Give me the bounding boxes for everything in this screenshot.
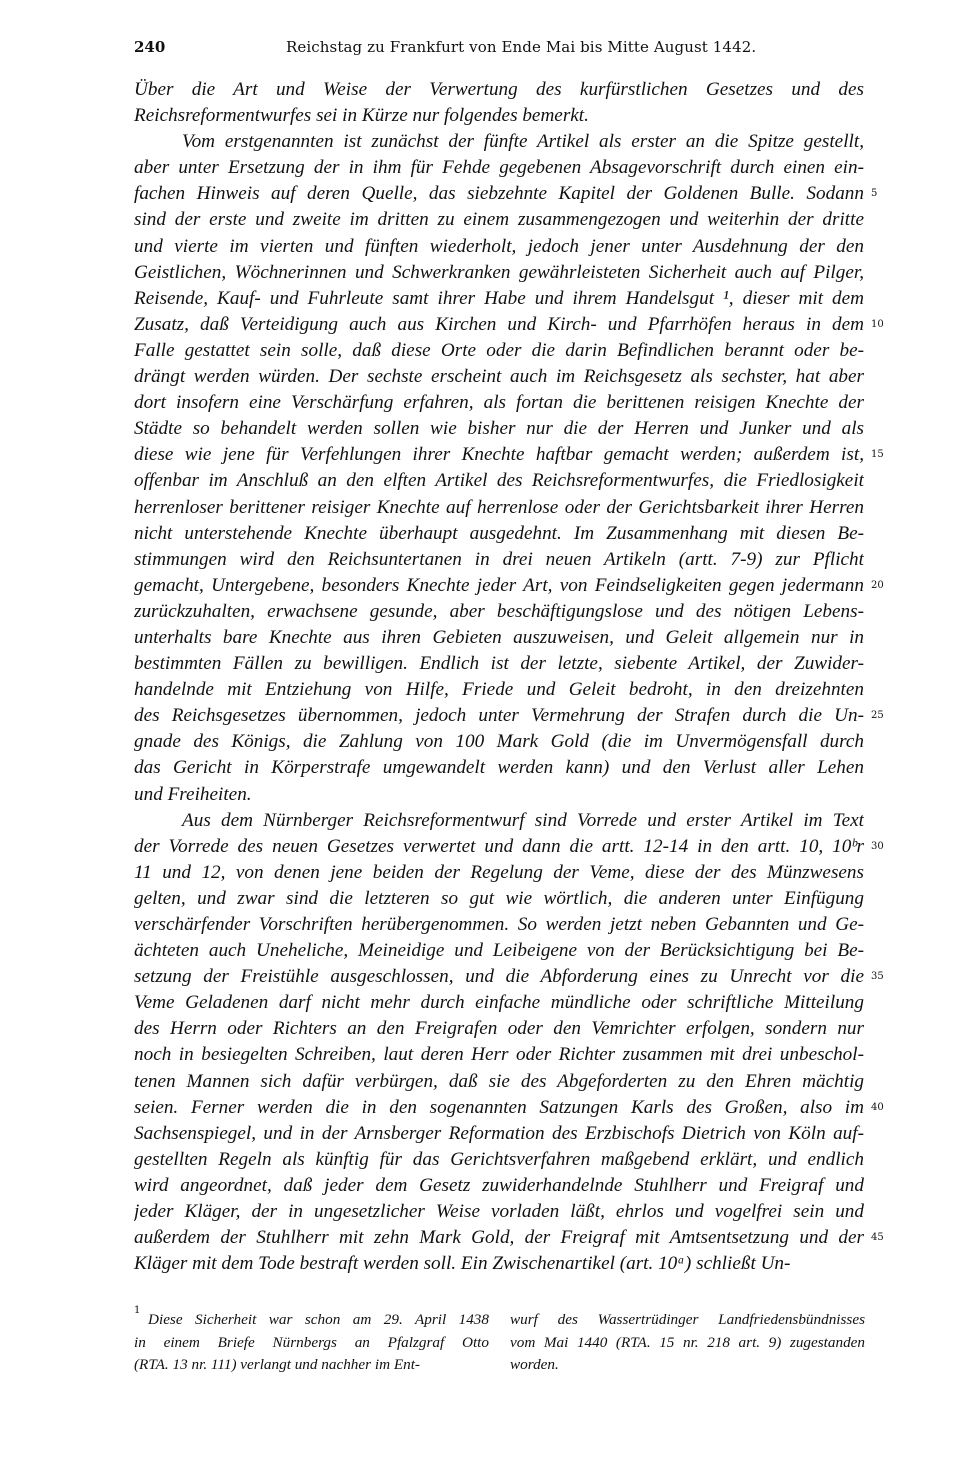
text-line (134, 1069, 864, 1095)
text-line-content: offenbar im Anschluß an den elften Artikel des Reichsreformentwurfes, die Friedlosigkeit (134, 470, 864, 492)
text-line (134, 1016, 864, 1042)
text-line (134, 938, 864, 964)
text-line-content: gestellten Regeln als künftig für das Gerichtsverfahren maßgebend erklärt, und endlich (134, 1148, 864, 1170)
text-line (134, 260, 864, 286)
text-line (134, 625, 864, 651)
text-line (134, 782, 864, 808)
text-line-content: außerdem der Stuhlherr mit zehn Mark Gold, der Freigraf mit Amtsentsetzung und der (134, 1227, 864, 1249)
text-line-content: wird angeordnet, daß jeder dem Gesetz zuwiderhandelnde Stuhlherr und Freigraf und (134, 1174, 864, 1196)
text-line-content: unterhalts bare Knechte aus ihren Gebieten auszuweisen, und Geleit allgemein nur in (134, 626, 864, 648)
text-line (134, 364, 864, 390)
text-line-content: setzung der Freistühle ausgeschlossen, und die Abforderung eines zu Unrecht vor die (134, 966, 864, 988)
text-line-content: Falle gestattet sein solle, daß diese Orte oder die darin Befindlichen berannt oder be- (134, 339, 864, 361)
text-line (134, 834, 884, 860)
text-line (134, 416, 864, 442)
text-line-content: dort insofern eine Verschärfung erfahren, als fortan die berittenen reisigen Knechte der (134, 392, 864, 414)
body-text (134, 77, 884, 1277)
text-line-content: Reichsreformentwurfes sei in Kürze nur folgendes bemerkt. (134, 105, 589, 127)
text-line (134, 1173, 864, 1199)
text-line-content: gelten, und zwar sind die letzteren so gut wie wörtlich, die anderen unter Einfügung (134, 887, 864, 909)
text-line-content: herrenloser berittener reisiger Knechte auf herrenlose oder der Gerichtsbarkeit ihrer Herren (134, 496, 864, 518)
footnote-line: wurf des Wassertrüdinger Landfriedensbündnisses (510, 1311, 865, 1328)
running-head: Reichstag zu Frankfurt von Ende Mai bis Mitte August 1442. (286, 38, 757, 56)
text-line (134, 1042, 864, 1068)
text-line-content: Veme Geladenen darf nicht mehr durch einfache mündliche oder schriftliche Mitteilung (134, 992, 864, 1014)
text-line-content: und Freiheiten. (134, 783, 252, 805)
text-line-content: des Reichsgesetzes übernommen, jedoch unter Vermehrung der Strafen durch die Un- (134, 705, 864, 727)
text-line-content: stimmungen wird den Reichsuntertanen in drei neuen Artikeln (artt. 7-9) zur Pflicht (134, 548, 864, 570)
text-line-content: handelnde mit Entziehung von Hilfe, Friede und Geleit bedroht, in den dreizehnten (134, 679, 864, 701)
text-line-content: verschärfender Vorschriften herübergenommen. So werden jetzt neben Gebannten und Ge- (134, 914, 864, 935)
footnote-column-left (134, 1305, 489, 1377)
footnotes (134, 1305, 865, 1389)
text-line (134, 729, 864, 755)
text-line-content: fachen Hinweis auf deren Quelle, das siebzehnte Kapitel der Goldenen Bulle. Sodann (134, 183, 864, 205)
text-line (134, 495, 864, 521)
text-line (134, 286, 864, 312)
text-line-content: zurückzuhalten, erwachsene gesunde, aber beschäftigungslose und des nötigen Lebens- (134, 600, 864, 622)
text-line (134, 755, 864, 781)
text-line-content: das Gericht in Körperstrafe umgewandelt werden kann) und den Verlust aller Lehen (134, 757, 864, 779)
text-line (134, 1225, 884, 1251)
text-line-content: Reisende, Kauf- und Fuhrleute samt ihrer Habe und ihrem Handelsgut ¹, dieser mit dem (134, 287, 864, 309)
text-line (134, 677, 864, 703)
text-line (134, 155, 864, 181)
text-line-content: seien. Ferner werden die in den sogenannten Satzungen Karls des Großen, also im (134, 1096, 864, 1118)
text-line (134, 651, 864, 677)
line-number: 15 (871, 449, 884, 461)
text-line-content: jeder Kläger, der in ungesetzlicher Weise vorladen läßt, ehrlos und vogelfrei sein und (134, 1201, 864, 1223)
text-line-content: ächteten auch Uneheliche, Meineidige und Leibeigene von der Berücksichtigung bei Be- (134, 940, 864, 962)
line-number: 5 (871, 188, 878, 200)
text-line (134, 103, 864, 129)
text-line-content: drängt werden würden. Der sechste erscheint auch im Reichsgesetz als sechster, hat aber (134, 366, 864, 388)
text-line-content: Geistlichen, Wöchnerinnen und Schwerkranken gewährleisteten Sicherheit auch auf Pilger, (134, 261, 864, 283)
text-line (134, 181, 878, 207)
text-line-content: sind der erste und zweite im dritten zu einem zusammengezogen und weiterhin der dritte (134, 209, 864, 231)
text-line (134, 860, 864, 886)
text-line (134, 964, 884, 990)
text-line-content: Sachsenspiegel, und in der Arnsberger Reformation des Erzbischofs Dietrich von Köln auf- (134, 1122, 864, 1144)
text-line-content: diese wie jene für Verfehlungen ihrer Knechte haftbar gemacht werden; außerdem ist, (134, 444, 864, 466)
text-line (134, 312, 884, 338)
text-line (134, 599, 864, 625)
line-number: 35 (871, 971, 884, 983)
text-line (134, 703, 884, 729)
text-line (134, 521, 864, 547)
text-line (134, 808, 864, 834)
text-line (134, 1199, 864, 1225)
text-line (134, 1095, 884, 1121)
footnote-line: in einem Briefe Nürnbergs an Pfalzgraf Otto (134, 1333, 489, 1351)
text-line-content: tenen Mannen sich dafür verbürgen, daß sie des Abgeforderten zu den Ehren mächtig (134, 1070, 864, 1092)
line-number: 10 (871, 318, 884, 330)
text-line-content: Über die Art und Weise der Verwertung des kurfürstlichen Gesetzes und des (134, 79, 864, 100)
text-line (134, 990, 864, 1016)
text-line (134, 442, 884, 468)
line-number: 30 (871, 840, 884, 852)
text-line (134, 390, 864, 416)
text-line-content: Vom erstgenannten ist zunächst der fünfte Artikel als erster an die Spitze gestellt, (182, 131, 864, 153)
text-line-content: der Vorrede des neuen Gesetzes verwertet und dann die artt. 12-14 in den artt. 10, 10ᵇr (134, 835, 864, 857)
footnote-column-right (510, 1309, 865, 1377)
text-line (134, 1121, 864, 1147)
text-line-content: noch in besiegelten Schreiben, laut deren Herr oder Richter zusammen mit drei unbeschol- (134, 1044, 864, 1066)
line-number: 25 (871, 710, 884, 722)
page-number: 240 (134, 38, 166, 56)
text-line-content: Kläger mit dem Tode bestraft werden soll. Ein Zwischenartikel (art. 10ᵃ) schließt Un- (134, 1253, 791, 1275)
page-header (134, 38, 864, 62)
footnote-marker: 1 (134, 1305, 141, 1316)
text-line-content: gemacht, Untergebene, besonders Knechte jeder Art, von Feindseligkeiten gegen jedermann (134, 574, 864, 596)
text-line-content: Zusatz, daß Verteidigung auch aus Kirchen und Kirch- und Pfarrhöfen heraus in dem (134, 313, 864, 335)
text-line (134, 1251, 864, 1277)
text-line-content: des Herrn oder Richters an den Freigrafen oder den Vemrichter erfolgen, sondern nur (134, 1018, 864, 1040)
text-line (134, 1147, 864, 1173)
text-line-content: und vierte im vierten und fünften wiederholt, jedoch jener unter Ausdehnung der den (134, 235, 864, 257)
line-number: 40 (871, 1101, 884, 1113)
text-line (134, 912, 864, 938)
text-line (134, 129, 864, 155)
line-number: 45 (871, 1232, 884, 1244)
text-line-content: Städte so behandelt werden sollen wie bisher nur die der Herren und Junker und als (134, 418, 864, 440)
text-line-content: Aus dem Nürnberger Reichsreformentwurf sind Vorrede und erster Artikel im Text (182, 809, 864, 831)
footnote-line: (RTA. 13 nr. 111) verlangt und nachher im Ent- (134, 1356, 420, 1373)
text-line-content: bestimmten Fällen zu bewilligen. Endlich ist der letzte, siebente Artikel, der Zuwider- (134, 653, 864, 675)
text-line (134, 234, 864, 260)
line-number: 20 (871, 579, 884, 591)
footnote-line: vom Mai 1440 (RTA. 15 nr. 218 art. 9) zugestanden (510, 1333, 865, 1351)
text-line (134, 338, 864, 364)
text-line-content: 11 und 12, von denen jene beiden der Regelung der Veme, diese der des Münzwesens (134, 861, 864, 883)
text-line (134, 468, 864, 494)
footnote-line: Diese Sicherheit war schon am 29. April 1438 (148, 1311, 489, 1328)
text-line-content: nicht unterstehende Knechte überhaupt ausgedehnt. Im Zusammenhang mit diesen Be- (134, 522, 864, 544)
text-line (134, 547, 864, 573)
text-line (134, 886, 864, 912)
text-line-content: aber unter Ersetzung der in ihm für Fehde gegebenen Absagevorschrift durch einen ein- (134, 157, 864, 179)
text-line (134, 573, 884, 599)
footnote-line: worden. (510, 1356, 559, 1373)
text-line (134, 77, 864, 103)
text-line (134, 207, 864, 233)
text-line-content: gnade des Königs, die Zahlung von 100 Mark Gold (die im Unvermögensfall durch (134, 731, 864, 753)
